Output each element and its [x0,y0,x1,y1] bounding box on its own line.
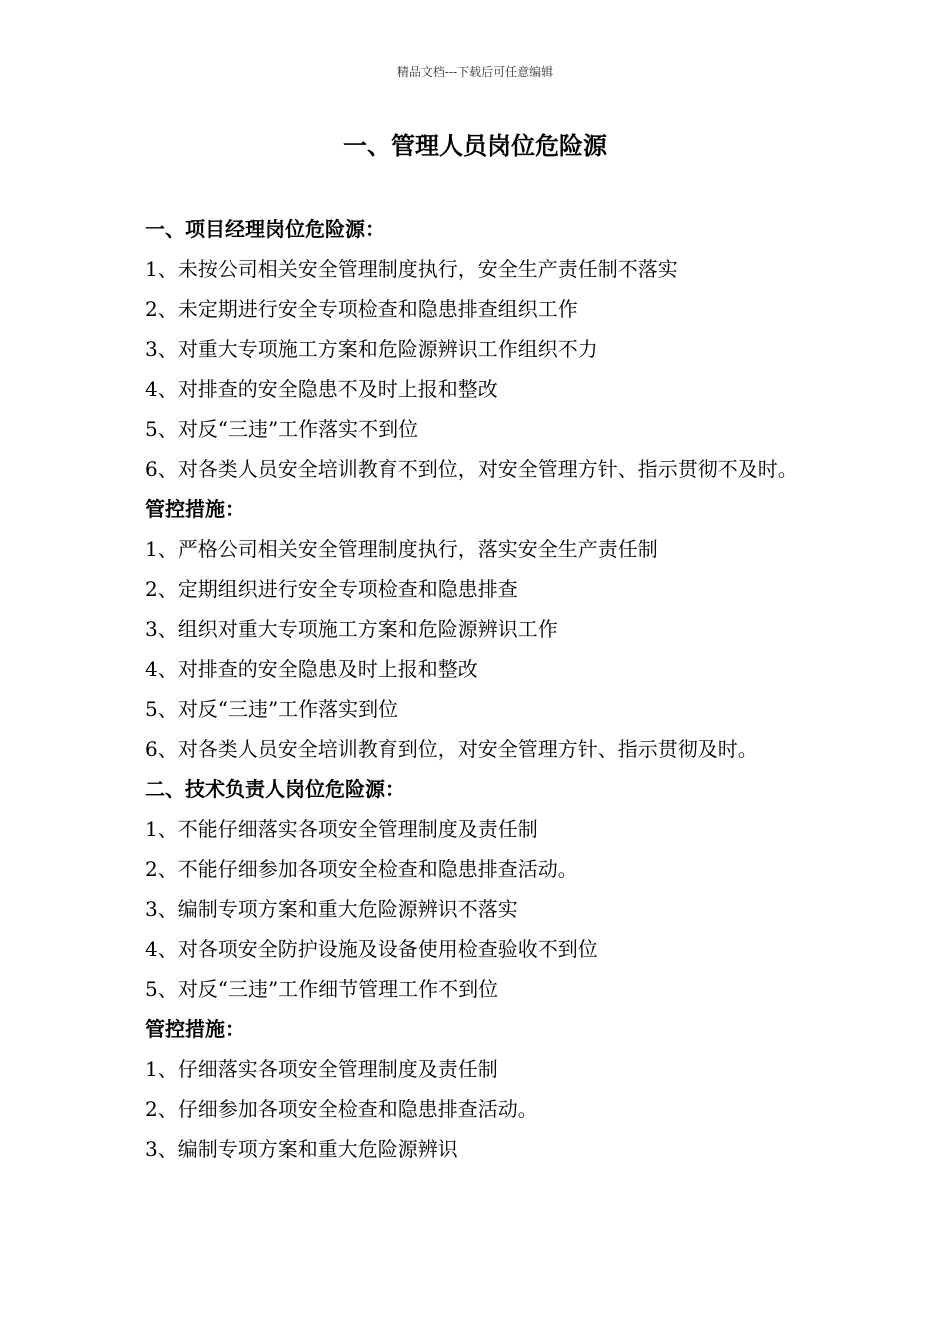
control-item: 2、定期组织进行安全专项检查和隐患排查 [145,577,518,601]
hazard-item: 1、不能仔细落实各项安全管理制度及责任制 [145,817,538,841]
section-heading: 一、项目经理岗位危险源： [145,217,385,241]
control-item: 2、仔细参加各项安全检查和隐患排查活动。 [145,1097,538,1121]
section-heading: 二、技术负责人岗位危险源： [145,777,405,801]
control-item: 3、组织对重大专项施工方案和危险源辨识工作 [145,617,558,641]
document-title: 一、管理人员岗位危险源 [343,131,607,160]
control-item: 4、对排查的安全隐患及时上报和整改 [145,657,478,681]
section-project-manager [145,209,835,769]
page-header: 精品文档---下载后可任意编辑 [396,65,554,79]
controls-heading: 管控措施： [145,497,245,521]
hazard-item: 1、未按公司相关安全管理制度执行，安全生产责任制不落实 [145,257,678,281]
control-item: 1、严格公司相关安全管理制度执行，落实安全生产责任制 [145,537,658,561]
hazard-item: 3、编制专项方案和重大危险源辨识不落实 [145,897,518,921]
hazard-item: 4、对各项安全防护设施及设备使用检查验收不到位 [145,937,598,961]
hazard-item: 3、对重大专项施工方案和危险源辨识工作组织不力 [145,337,598,361]
control-item: 3、编制专项方案和重大危险源辨识 [145,1137,458,1161]
hazard-item: 6、对各类人员安全培训教育不到位，对安全管理方针、指示贯彻不及时。 [145,457,798,481]
hazard-item: 4、对排查的安全隐患不及时上报和整改 [145,377,498,401]
control-item: 5、对反“三违”工作落实到位 [145,697,399,721]
hazard-item: 5、对反“三违”工作细节管理工作不到位 [145,977,499,1001]
hazard-item: 2、不能仔细参加各项安全检查和隐患排查活动。 [145,857,578,881]
controls-heading: 管控措施： [145,1017,245,1041]
control-item: 6、对各类人员安全培训教育到位，对安全管理方针、指示贯彻及时。 [145,737,758,761]
hazard-item: 5、对反“三违”工作落实不到位 [145,417,419,441]
hazard-item: 2、未定期进行安全专项检查和隐患排查组织工作 [145,297,578,321]
section-technical-lead [145,769,835,1169]
document-body [145,209,835,1169]
control-item: 1、仔细落实各项安全管理制度及责任制 [145,1057,498,1081]
